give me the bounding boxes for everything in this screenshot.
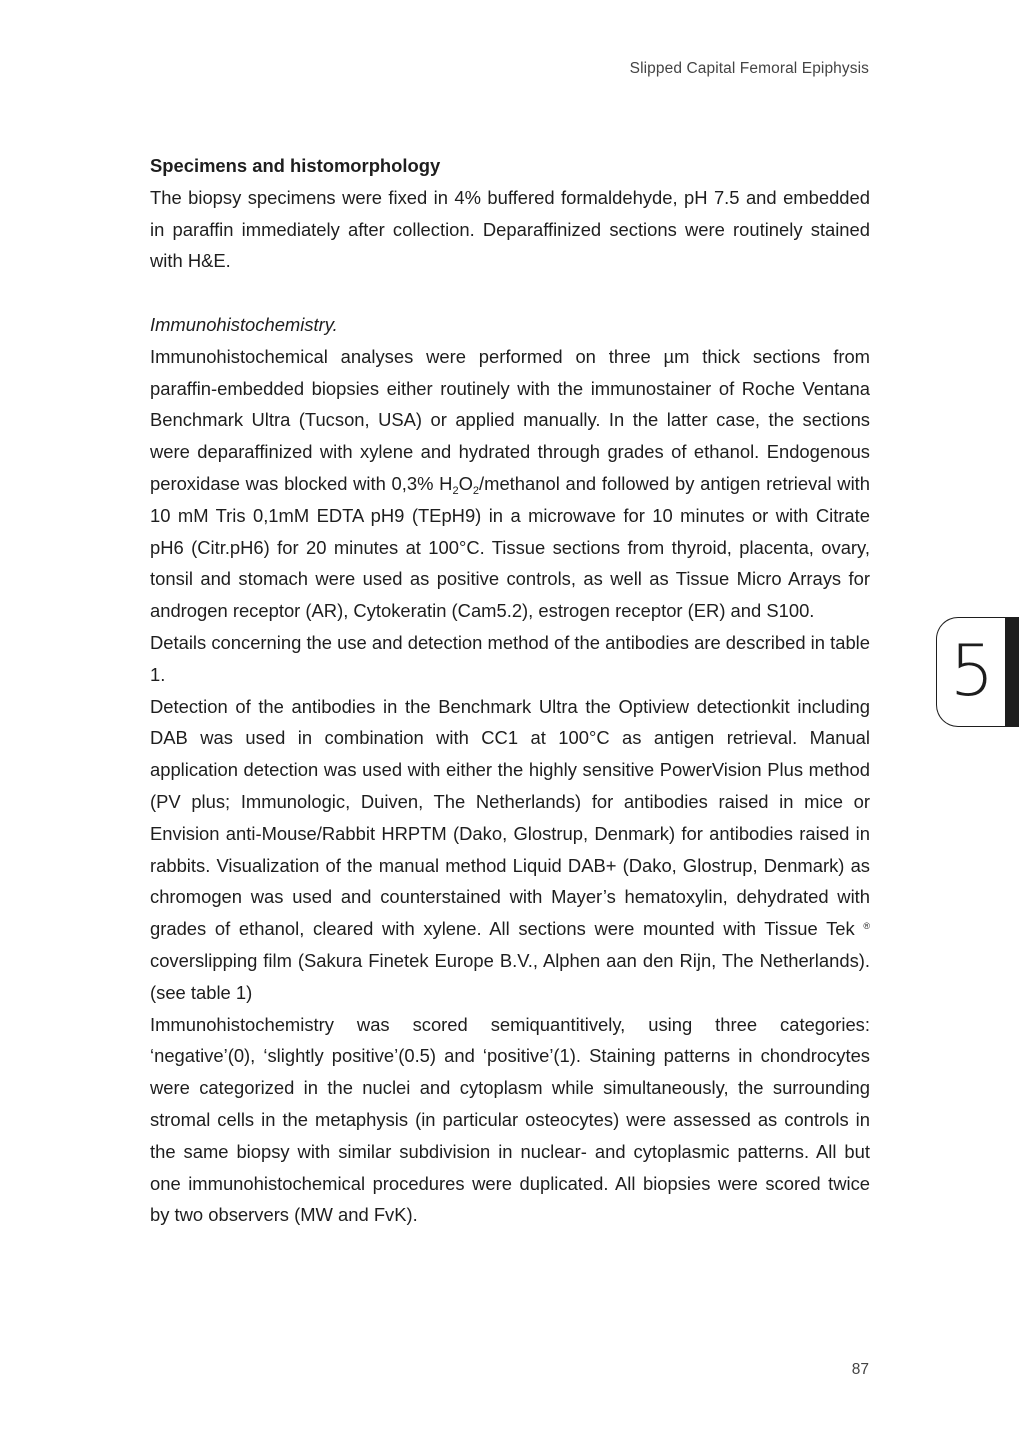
ihc-text-part: Immunohistochemical analyses were performed on three µm thick sections from paraffin-embedded biopsies either routinely with the immunostainer of Roche Ventana Benchmark Ultra (Tucson, USA) or applied manually. In the latter case, the sections were deparaffinized with xylene and hydrated through grades of ethanol. Endogenous peroxidase was blocked with 0,3% H (150, 345, 870, 494)
chapter-tab-bar (1005, 617, 1019, 727)
subscript: 2 (472, 484, 480, 497)
ihc-text-part: coverslipping film (Sakura Finetek Europe B.V., Alphen aan den Rijn, The Netherlands). (see table 1) (150, 949, 870, 1003)
page-body (150, 150, 870, 1231)
section-intro-paragraph: The biopsy specimens were fixed in 4% buffered formaldehyde, pH 7.5 and embedded in paraffin immediately after collection. Deparaffinized sections were routinely stained with H&E. (150, 186, 870, 272)
section-heading: Specimens and histomorphology (150, 155, 441, 176)
ihc-text-part: Detection of the antibodies in the Benchmark Ultra the Optiview detectionkit including DAB was used in combination with CC1 at 100°C as antigen retrieval. Manual application detection was used with either the highly sensitive PowerVision Plus method (PV plus; Immunologic, Duiven, The Netherlands) for antibodies raised in mice or Envision anti-Mouse/Rabbit HRPTM (Dako, Glostrup, Denmark) for antibodies raised in rabbits. Visualization of the manual method Liquid DAB+ (Dako, Glostrup, Denmark) as chromogen was used and counterstained with Mayer’s hematoxylin, dehydrated with grades of ethanol, cleared with xylene. All sections were mounted with Tissue Tek (150, 695, 870, 940)
ihc-paragraph-scoring: Immunohistochemistry was scored semiquantitively, using three categories: ‘negative’(0), ‘slightly positive’(0.5) and ‘positive’(1). Staining patterns in chondrocytes were categorized in the nuclei and cytoplasm while simultaneously, the surrounding stromal cells in the metaphysis (in particular osteocytes) were assessed as controls in the same biopsy with similar subdivision in nuclear- and cytoplasmic patterns. All but one immunohistochemical procedures were duplicated. All biopsies were scored twice by two observers (MW and FvK). (150, 1013, 870, 1226)
subscript: 2 (452, 484, 459, 497)
chapter-tab (936, 617, 1019, 727)
ihc-paragraph-table-ref: Details concerning the use and detection method of the antibodies are described in table 1. (150, 631, 870, 685)
ihc-paragraph-methods (150, 341, 870, 627)
running-header: Slipped Capital Femoral Epiphysis (629, 60, 869, 77)
ihc-subheading: Immunohistochemistry. (150, 313, 338, 335)
page-number: 87 (851, 1361, 869, 1378)
ihc-text-part: /methanol and followed by antigen retrieval with 10 mM Tris 0,1mM EDTA pH9 (TEpH9) in a microwave for 10 minutes or with Citrate pH6 (Citr.pH6) for 20 minutes at 100°C. Tissue sections from thyroid, placenta, ovary, tonsil and stomach were used as positive controls, as well as Tissue Micro Arrays for androgen receptor (AR), Cytokeratin (Cam5.2), estrogen receptor (ER) and S100. (150, 472, 870, 622)
ihc-paragraph-detection (150, 691, 870, 1009)
registered-mark: ® (863, 921, 870, 932)
chapter-number: 5 (949, 630, 995, 712)
ihc-text-part: O (458, 472, 473, 494)
